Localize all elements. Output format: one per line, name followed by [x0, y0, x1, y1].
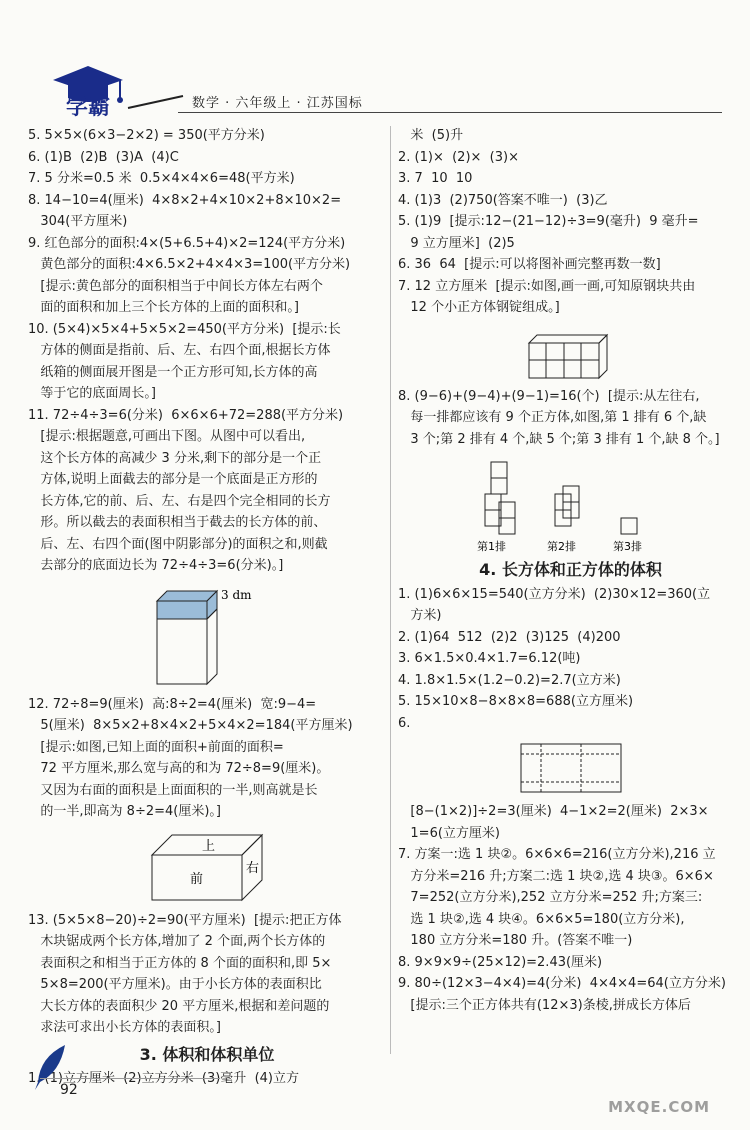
answer-line: 180 立方分米=180 升。(答案不唯一) [398, 933, 633, 948]
answer-line: 去部分的底面边长为 72÷4÷3=6(分米)。] [28, 558, 284, 573]
fig2-front-label: 前 [190, 871, 204, 887]
section-3-title: 3. 体积和体积单位 [139, 1044, 275, 1064]
answer-line: 3. 6×1.5×0.4×1.7=6.12(吨) [398, 651, 581, 666]
fig2-right-label: 右 [246, 860, 260, 876]
answer-line: 8. 9×9×9÷(25×12)=2.43(厘米) [398, 954, 603, 970]
answer-line: 3 个;第 2 排有 4 个,缺 5 个;第 3 排有 1 个,缺 8 个。] [398, 431, 720, 447]
right-block-2 [398, 387, 743, 451]
row3-label: 第3排 [612, 540, 642, 553]
answer-line: 304(平方厘米) [28, 214, 128, 229]
answer-line: 7. 方案一:选 1 块②。6×6×6=216(立方分米),216 立 [398, 847, 716, 862]
right-block-3 [398, 585, 743, 735]
answer-line: 又因为右面的面积是上面面积的一半,则高就是长 [28, 782, 318, 798]
answer-line: 10. (5×4)×5×4+5×5×2=450(平方分米) [提示:长 [28, 321, 341, 337]
answer-line: 4. (1)3 (2)750(答案不唯一) (3)乙 [398, 192, 608, 208]
answer-line: 5. (1)9 [提示:12−(21−12)÷3=9(毫升) 9 毫升= [398, 214, 699, 229]
answer-line: 9 立方厘米] (2)5 [398, 235, 515, 251]
answer-line: 8. (9−6)+(9−4)+(9−1)=16(个) [提示:从左往右, [398, 388, 700, 404]
right-block-1 [398, 126, 743, 319]
answer-line: 木块锯成两个长方体,增加了 2 个面,两个长方体的 [28, 934, 326, 949]
answer-line: 4. 1.8×1.5×(1.2−0.2)=2.7(立方米) [398, 672, 621, 688]
answer-line: 2. (1)× (2)× (3)× [398, 149, 519, 165]
answer-line: 选 1 块②,选 4 块④。6×6×5=180(立方分米), [398, 911, 685, 927]
answer-line: 大长方体的表面积少 20 平方厘米,根据和差问题的 [28, 998, 330, 1014]
answer-line: 72 平方厘米,那么宽与高的和为 72÷8=9(厘米)。 [28, 761, 330, 776]
answer-line: 5(厘米) 8×5×2+8×4×2+5×4×2=184(平方厘米) [28, 718, 353, 733]
left-column [28, 126, 386, 1091]
answer-line: 1=6(立方厘米) [398, 825, 500, 841]
answer-line: 面的面积和加上三个长方体的上面的面积和。] [28, 300, 299, 315]
answer-line: 5. 15×10×8−8×8×8=688(立方厘米) [398, 694, 634, 709]
answer-line: 7=252(立方分米),252 立方分米=252 升;方案三: [398, 890, 703, 905]
xueba-logo [48, 58, 188, 118]
right-column [398, 126, 743, 1017]
answer-line: 6. [398, 715, 411, 731]
svg-text:学霸: 学霸 [66, 95, 111, 118]
answer-line: 7. 5 分米=0.5 米 0.5×4×4×6=48(平方米) [28, 171, 295, 186]
section-4-title: 4. 长方体和正方体的体积 [479, 560, 662, 579]
answer-line: 11. 72÷4÷3=6(分米) 6×6×6+72=288(平方分米) [28, 407, 344, 423]
answer-line: 13. (5×5×8−20)÷2=90(平方厘米) [提示:把正方体 [28, 912, 342, 928]
row2-label: 第2排 [546, 540, 576, 553]
answer-line: 9. 红色部分的面积:4×(5+6.5+4)×2=124(平方分米) [28, 235, 346, 251]
answer-line: 1. (1)6×6×15=540(立方分米) (2)30×12=360(立 [398, 586, 711, 602]
page-header [0, 0, 750, 120]
row1-label: 第1排 [476, 540, 506, 553]
column-divider [390, 126, 391, 1054]
answer-line: 形。所以截去的表面积相当于截去的长方体的前、 [28, 515, 327, 530]
header-rule [178, 112, 722, 113]
watermark-text: MXQE.COM [608, 1098, 710, 1116]
answer-line: 等于它的底面周长。] [28, 386, 156, 401]
answer-line: 1. (1)立方厘米 (2)立方分米 (3)毫升 (4)立方 [28, 1071, 299, 1086]
cube-rows-figure [471, 454, 671, 554]
net-figure [511, 738, 631, 798]
answer-line: 后、左、右四个面(图中阴影部分)的面积之和,则截 [28, 536, 328, 552]
answer-line: [提示:黄色部分的面积相当于中间长方体左右两个 [28, 278, 323, 294]
answer-line: 方体的侧面是指前、后、左、右四个面,根据长方体 [28, 343, 331, 358]
answer-line: 求法可求出小长方体的表面积。] [28, 1020, 221, 1035]
answer-line: 表面积之和相当于正方体的 8 个面的面积和,即 5× [28, 955, 332, 971]
answer-line: 长方体,它的前、后、左、右是四个完全相同的长方 [28, 493, 331, 509]
answer-line: 纸箱的侧面展开图是一个正方形可知,长方体的高 [28, 364, 318, 380]
answer-line: [提示:三个正方体共有(12×3)条棱,拼成长方体后 [398, 997, 691, 1013]
page-number: 92 [60, 1082, 78, 1098]
answer-line: [8−(1×2)]÷2=3(厘米) 4−1×2=2(厘米) 2×3× [398, 804, 709, 819]
left-block-2 [28, 695, 386, 823]
answer-line: 这个长方体的高减少 3 分米,剩下的部分是一个正 [28, 450, 322, 466]
right-block-4 [398, 802, 743, 1016]
answer-line: [提示:如图,已知上面的面积+前面的面积= [28, 739, 284, 755]
answer-line: 8. 14−10=4(厘米) 4×8×2+4×10×2+8×10×2= [28, 192, 342, 208]
steel-block-figure [521, 323, 621, 383]
answer-line: 2. (1)64 512 (2)2 (3)125 (4)200 [398, 629, 621, 645]
answer-line: 5. 5×5×(6×3−2×2) = 350(平方分米) [28, 128, 265, 143]
answer-line: 方分米=216 升;方案二:选 1 块②,选 4 块③。6×6× [398, 868, 714, 884]
fig1-label: 3 dm [221, 587, 252, 602]
cuboid-cut-figure [147, 581, 267, 691]
left-block-1 [28, 126, 386, 577]
answer-line: [提示:根据题意,可画出下图。从图中可以看出, [28, 429, 306, 444]
answer-line: 12. 72÷8=9(厘米) 高:8÷2=4(厘米) 宽:9−4= [28, 696, 317, 712]
answer-line: 3. 7 10 10 [398, 171, 473, 186]
left-block-3 [28, 911, 386, 1039]
fig2-top-label: 上 [202, 838, 216, 854]
answer-line: 米 (5)升 [398, 128, 464, 143]
answer-line: 7. 12 立方厘米 [提示:如图,画一画,可知原钢块共由 [398, 278, 696, 294]
answer-line: 方米) [398, 608, 442, 623]
footer-rule [40, 1078, 220, 1079]
left-block-4 [28, 1069, 386, 1090]
answer-line: 每一排都应该有 9 个正方体,如图,第 1 排有 6 个,缺 [398, 410, 707, 425]
answer-line: 的一半,即高为 8÷2=4(厘米)。] [28, 804, 221, 819]
answer-line: 6. (1)B (2)B (3)A (4)C [28, 149, 179, 165]
subject-title: 数学 · 六年级上 · 江苏国标 [192, 96, 363, 111]
cuboid-faces-figure [142, 827, 272, 907]
answer-line: 9. 80÷(12×3−4×4)=4(分米) 4×4×4=64(立方分米) [398, 976, 726, 991]
answer-line: 黄色部分的面积:4×6.5×2+4×4×3=100(平方分米) [28, 257, 351, 272]
answer-line: 5×8=200(平方厘米)。由于小长方体的表面积比 [28, 977, 322, 992]
answer-line: 6. 36 64 [提示:可以将图补画完整再数一数] [398, 257, 661, 272]
answer-line: 12 个小正方体钢锭组成。] [398, 300, 560, 315]
answer-line: 方体,说明上面截去的部分是一个底面是正方形的 [28, 472, 318, 487]
